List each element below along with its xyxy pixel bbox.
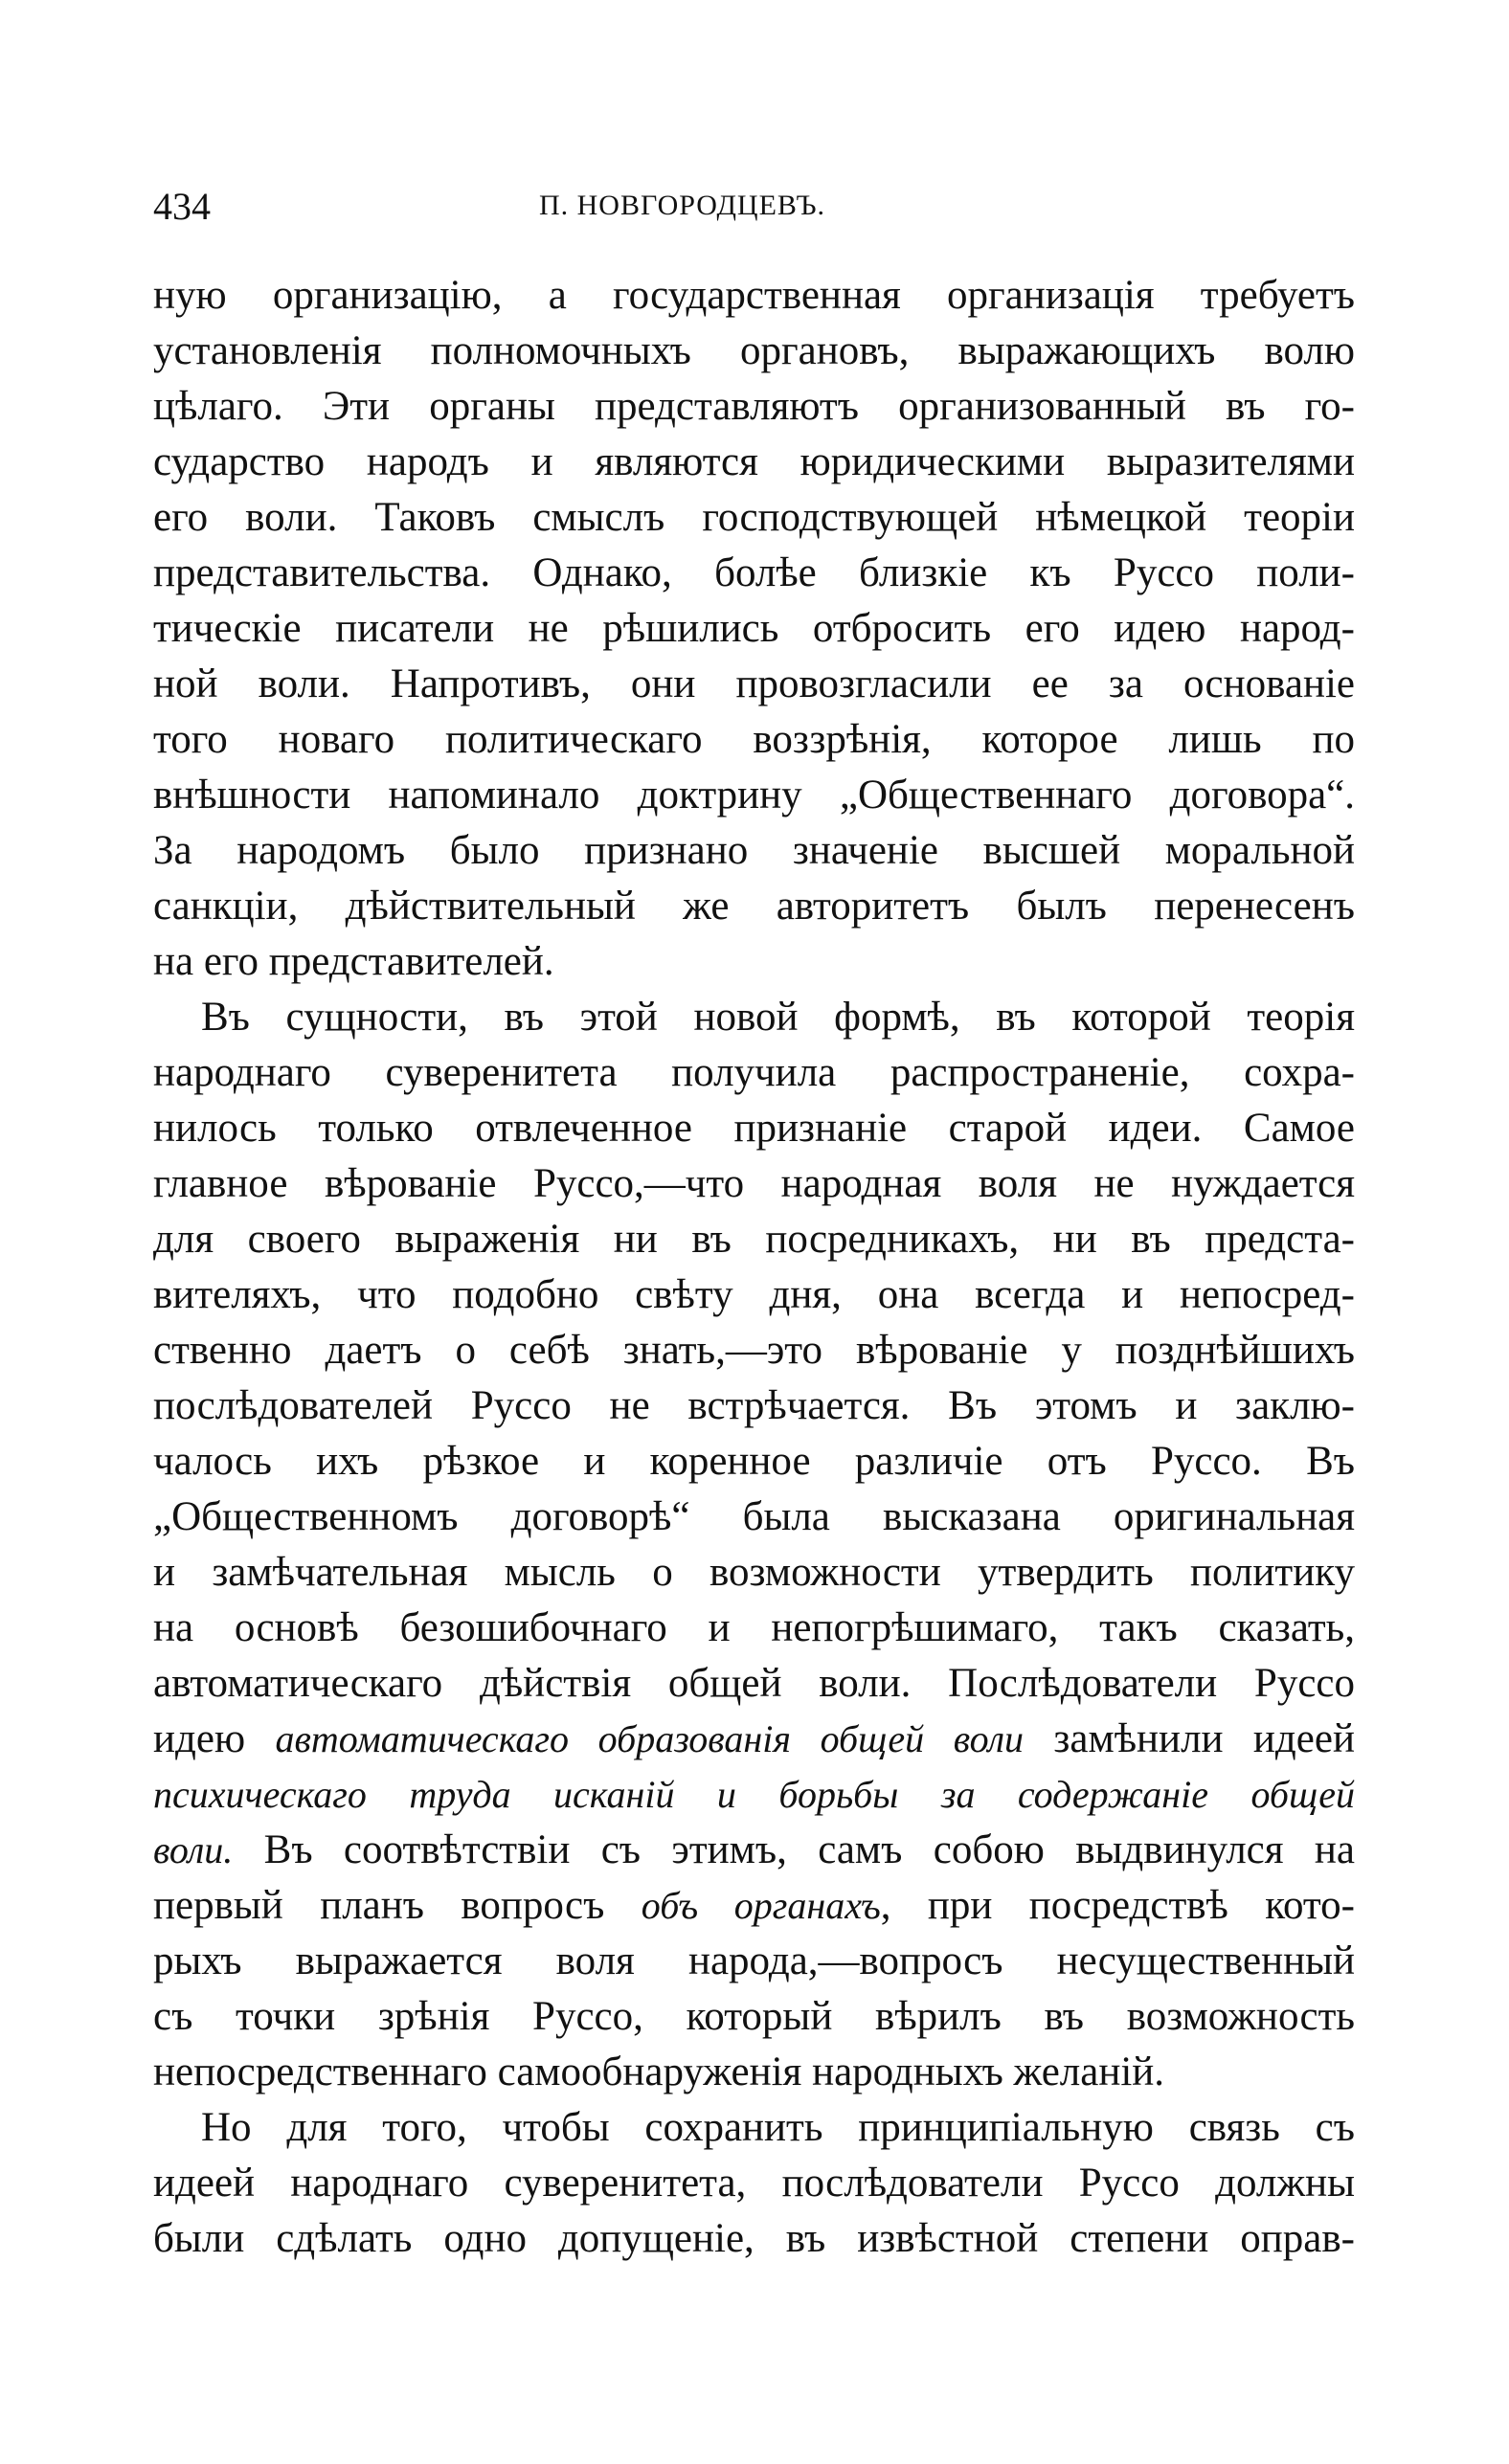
text-line <box>153 2045 1355 2100</box>
text-run: Въ сущности, въ этой новой формѣ, въ которой теорія <box>201 995 1355 1040</box>
text-run: ную организацію, а государственная организація требуетъ <box>153 273 1355 318</box>
text-line <box>153 934 1355 990</box>
text-line <box>153 490 1355 546</box>
text-run: на его представителей. <box>153 939 554 984</box>
text-run: санкціи, дѣйствительный же авторитетъ былъ перенесенъ <box>153 884 1355 929</box>
text-line <box>153 1656 1355 1712</box>
text-line <box>153 1267 1355 1323</box>
italic-text: психическаго труда исканій и борьбы за содержаніе общей <box>153 1773 1355 1816</box>
text-line <box>153 712 1355 768</box>
text-run: Въ соотвѣтствіи съ этимъ, самъ собою выдвинулся на <box>233 1827 1355 1872</box>
text-line <box>153 1823 1355 1878</box>
text-run: автоматическаго дѣйствія общей воли. Послѣдователи Руссо <box>153 1661 1355 1706</box>
running-head: П. НОВГОРОДЦЕВЪ. <box>538 190 826 221</box>
text-line <box>153 1212 1355 1267</box>
text-run: того новаго политическаго воззрѣнія, которое лишь по <box>153 717 1355 762</box>
text-run: нилось только отвлеченное признаніе старой идеи. Самое <box>153 1106 1355 1151</box>
text-run: установленія полномочныхъ органовъ, выражающихъ волю <box>153 328 1355 373</box>
text-run: ной воли. Напротивъ, они провозгласили ее за основаніе <box>153 661 1355 706</box>
text-run: послѣдователей Руссо не встрѣчается. Въ этомъ и заклю- <box>153 1383 1355 1428</box>
text-line <box>153 657 1355 712</box>
text-run: его воли. Таковъ смыслъ господствующей нѣмецкой теоріи <box>153 495 1355 540</box>
text-line <box>153 2211 1355 2267</box>
text-line <box>153 823 1355 879</box>
text-run: непосредственнаго самообнаруженія народныхъ желаній. <box>153 2050 1165 2094</box>
page-number: 434 <box>153 185 211 228</box>
text-run: За народомъ было признано значеніе высшей моральной <box>153 828 1355 873</box>
text-run: чалось ихъ рѣзкое и коренное различіе отъ Руссо. Въ <box>153 1439 1355 1484</box>
text-run: и замѣчательная мысль о возможности утвердить политику <box>153 1550 1355 1595</box>
text-line <box>153 1989 1355 2045</box>
text-run: „Общественномъ договорѣ“ была высказана оригинальная <box>153 1494 1355 1539</box>
text-run: на основѣ безошибочнаго и непогрѣшимаго, такъ сказать, <box>153 1605 1355 1650</box>
paragraph <box>153 2100 1355 2267</box>
text-line <box>153 879 1355 934</box>
text-line <box>153 601 1355 657</box>
text-run: съ точки зрѣнія Руссо, который вѣрилъ въ возможность <box>153 1994 1355 2039</box>
text-line <box>153 1545 1355 1601</box>
page-header <box>153 184 1355 232</box>
text-line <box>153 1156 1355 1212</box>
text-run: идею <box>153 1716 276 1761</box>
text-line <box>153 1101 1355 1156</box>
text-line <box>153 1601 1355 1656</box>
text-line <box>153 1045 1355 1101</box>
text-run: цѣлаго. Эти органы представляютъ организованный въ го- <box>153 384 1355 429</box>
text-run: идеей народнаго суверенитета, послѣдователи Руссо должны <box>153 2161 1355 2206</box>
text-line <box>153 1934 1355 1989</box>
text-line <box>153 1712 1355 1767</box>
text-line <box>153 1434 1355 1490</box>
text-run: первый планъ вопросъ <box>153 1883 642 1928</box>
text-line <box>153 2156 1355 2211</box>
text-line <box>153 2100 1355 2156</box>
text-run: внѣшности напоминало доктрину „Общественнаго договора“. <box>153 773 1355 818</box>
text-run: главное вѣрованіе Руссо,—что народная воля не нуждается <box>153 1161 1355 1206</box>
text-run: , при посредствѣ кото- <box>880 1883 1355 1928</box>
text-line <box>153 324 1355 379</box>
text-line <box>153 546 1355 601</box>
text-line <box>153 379 1355 435</box>
text-run: сударство народъ и являются юридическими выразителями <box>153 439 1355 484</box>
text-run: были сдѣлать одно допущеніе, въ извѣстной степени оправ- <box>153 2216 1355 2261</box>
text-line <box>153 1378 1355 1434</box>
paragraph <box>153 268 1355 990</box>
text-line <box>153 1490 1355 1545</box>
text-run: замѣнили идеей <box>1024 1716 1355 1761</box>
text-line <box>153 435 1355 490</box>
text-run: Но для того, чтобы сохранить принципіальную связь съ <box>201 2105 1355 2150</box>
italic-text: автоматическаго образованія общей воли <box>275 1717 1025 1760</box>
text-run: для своего выраженія ни въ посредникахъ, ни въ предста- <box>153 1217 1355 1262</box>
italic-text: воли. <box>153 1828 234 1871</box>
text-run: тическіе писатели не рѣшились отбросить его идею народ- <box>153 606 1355 651</box>
text-run: рыхъ выражается воля народа,—вопросъ несущественный <box>153 1938 1355 1983</box>
text-line <box>153 768 1355 823</box>
page-body <box>153 268 1355 2267</box>
text-run: представительства. Однако, болѣе близкіе къ Руссо поли- <box>153 550 1355 595</box>
text-run: народнаго суверенитета получила распространеніе, сохра- <box>153 1050 1355 1095</box>
text-line <box>153 1323 1355 1378</box>
text-line <box>153 1878 1355 1934</box>
text-line <box>153 1767 1355 1823</box>
text-run: вителяхъ, что подобно свѣту дня, она всегда и непосред- <box>153 1272 1355 1317</box>
text-run: ственно даетъ о себѣ знать,—это вѣрованіе у позднѣйшихъ <box>153 1328 1355 1373</box>
paragraph <box>153 990 1355 2100</box>
italic-text: объ органахъ <box>641 1884 881 1927</box>
text-line <box>153 990 1355 1045</box>
text-line <box>153 268 1355 324</box>
